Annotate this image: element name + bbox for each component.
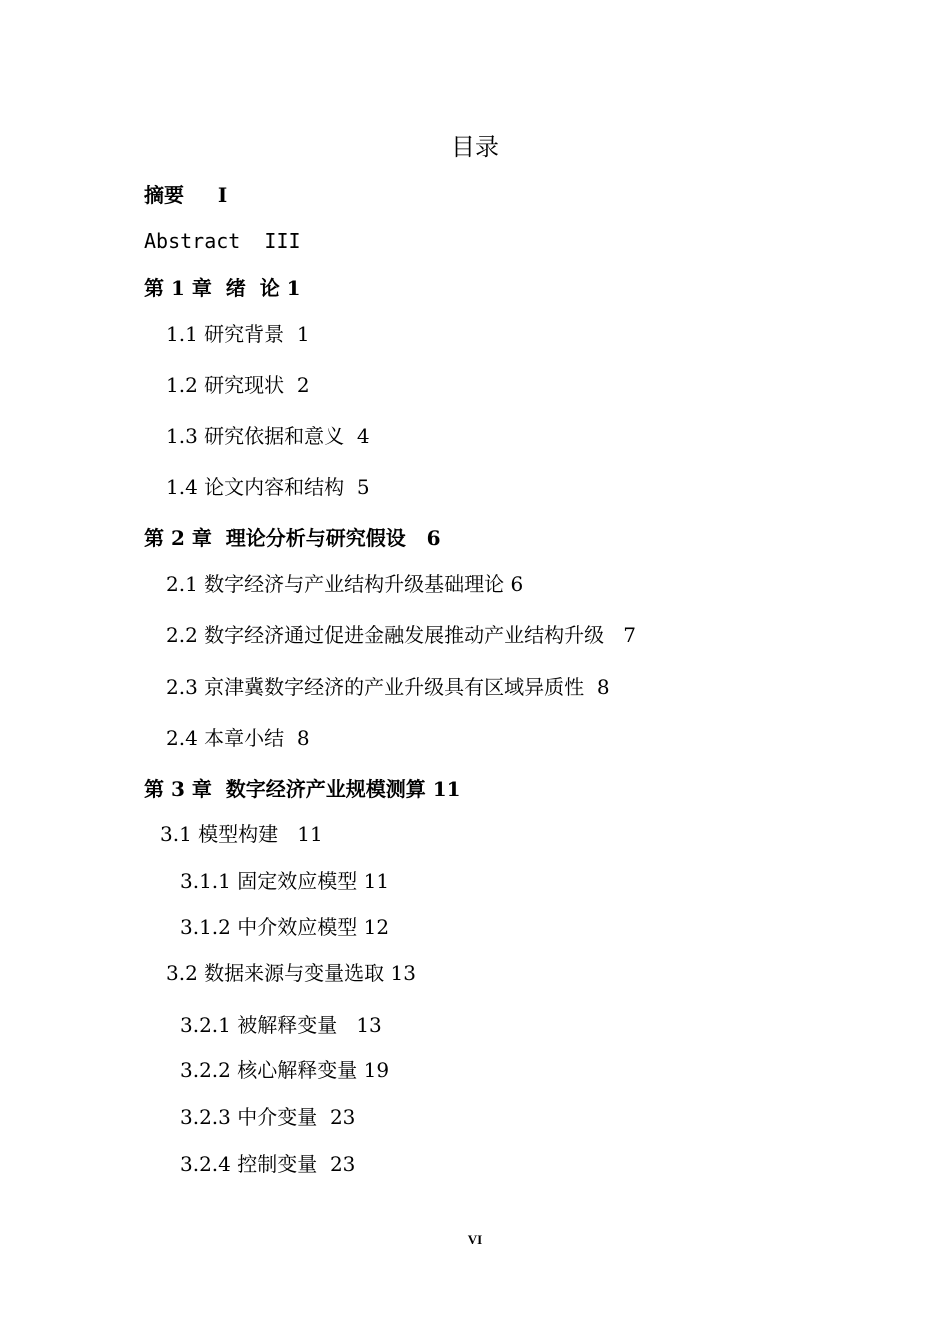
toc-entry-abstract-en: Abstract III [144, 229, 301, 253]
toc-entry-3-2: 3.2 数据来源与变量选取 13 [166, 961, 416, 985]
toc-entry-2-4: 2.4 本章小结 8 [166, 726, 310, 750]
toc-entry-3-2-1: 3.2.1 被解释变量 13 [180, 1013, 382, 1037]
toc-entry-chapter-2: 第 2 章 理论分析与研究假设 6 [144, 526, 441, 550]
toc-entry-abstract-cn: 摘要 I [144, 183, 228, 207]
toc-entry-1-1: 1.1 研究背景 1 [166, 322, 310, 346]
toc-entry-2-2: 2.2 数字经济通过促进金融发展推动产业结构升级 7 [166, 623, 636, 647]
toc-entry-1-4: 1.4 论文内容和结构 5 [166, 475, 370, 499]
toc-entry-3-2-2: 3.2.2 核心解释变量 19 [180, 1058, 390, 1082]
toc-entry-3-1: 3.1 模型构建 11 [160, 822, 323, 846]
toc-entry-chapter-3: 第 3 章 数字经济产业规模测算 11 [144, 777, 461, 801]
toc-entry-3-2-4: 3.2.4 控制变量 23 [180, 1152, 356, 1176]
toc-entry-2-1: 2.1 数字经济与产业结构升级基础理论 6 [166, 572, 524, 596]
toc-entry-3-1-1: 3.1.1 固定效应模型 11 [180, 869, 390, 893]
toc-entry-3-1-2: 3.1.2 中介效应模型 12 [180, 915, 390, 939]
toc-entry-3-2-3: 3.2.3 中介变量 23 [180, 1105, 356, 1129]
page-number: VI [467, 1232, 483, 1247]
toc-entry-1-2: 1.2 研究现状 2 [166, 373, 310, 397]
toc-entry-chapter-1: 第 1 章 绪 论 1 [144, 276, 301, 300]
toc-title: 目录 [451, 133, 499, 161]
toc-entry-1-3: 1.3 研究依据和意义 4 [166, 424, 370, 448]
toc-entry-2-3: 2.3 京津冀数字经济的产业升级具有区域异质性 8 [166, 675, 610, 699]
